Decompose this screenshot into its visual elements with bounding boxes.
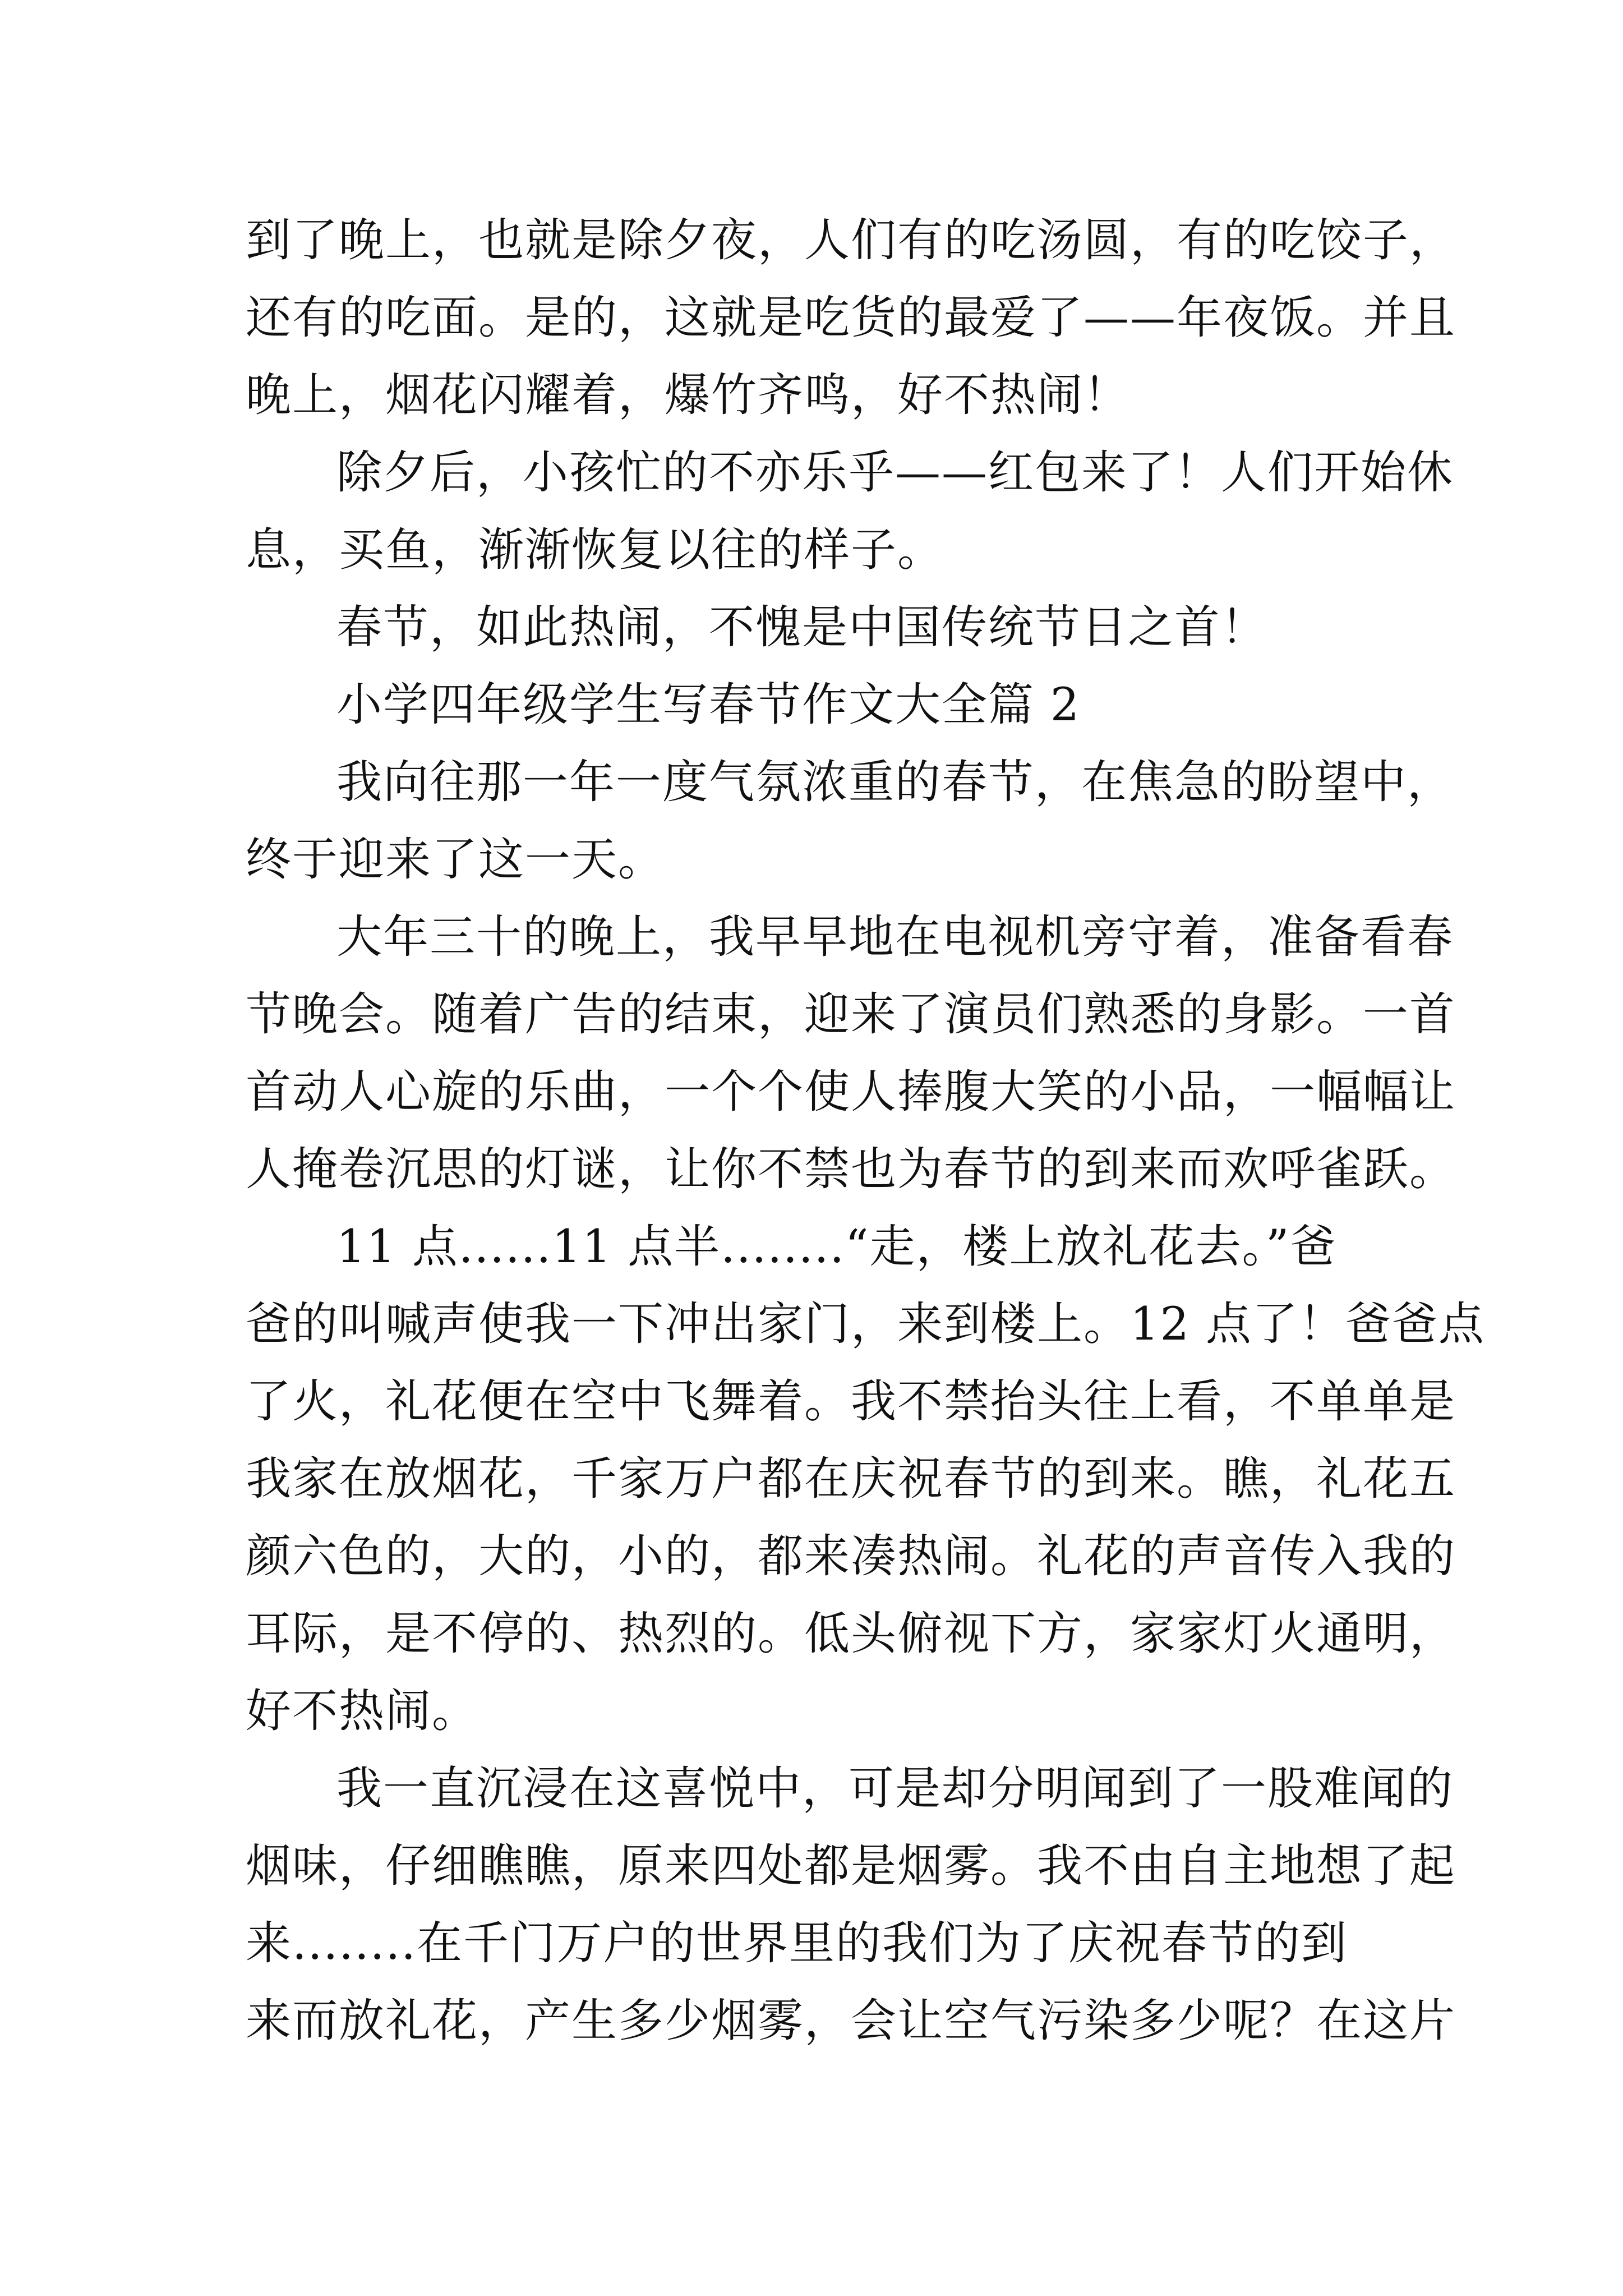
- paragraph-first-line: 11 点......11 点半........“走，楼上放礼花去。”爸: [336, 1221, 1337, 1273]
- text-line: 颜六色的，大的，小的，都来凑热闹。礼花的声音传入我的: [246, 1530, 1456, 1583]
- text-line: 还有的吃面。是的，这就是吃货的最爱了——年夜饭。并且: [246, 292, 1456, 344]
- paragraph-first-line: 春节，如此热闹，不愧是中国传统节日之首！: [336, 601, 1268, 654]
- text-line: 了火，礼花便在空中飞舞着。我不禁抬头往上看，不单单是: [246, 1375, 1456, 1428]
- text-line: 首动人心旋的乐曲，一个个使人捧腹大笑的小品，一幅幅让: [246, 1066, 1456, 1119]
- text-line: 来而放礼花，产生多少烟雾，会让空气污染多少呢？在这片: [246, 1995, 1456, 2047]
- text-line: 好不热闹。: [246, 1685, 479, 1738]
- text-line: 烟味，仔细瞧瞧，原来四处都是烟雾。我不由自主地想了起: [246, 1840, 1456, 1893]
- text-line: 到了晚上，也就是除夕夜，人们有的吃汤圆，有的吃饺子，: [246, 214, 1456, 267]
- text-line: 终于迎来了这一天。: [246, 834, 665, 886]
- text-line: 耳际，是不停的、热烈的。低头俯视下方，家家灯火通明，: [246, 1608, 1456, 1660]
- text-line: 人掩卷沉思的灯谜，让你不禁也为春节的到来而欢呼雀跃。: [246, 1143, 1456, 1196]
- paragraph-first-line: 除夕后，小孩忙的不亦乐乎——红包来了！人们开始休: [336, 447, 1454, 499]
- text-line: 我家在放烟花，千家万户都在庆祝春节的到来。瞧，礼花五: [246, 1453, 1456, 1506]
- text-line: 节晚会。随着广告的结束，迎来了演员们熟悉的身影。一首: [246, 988, 1456, 1041]
- text-line: 爸的叫喊声使我一下冲出家门，来到楼上。12 点了！爸爸点: [246, 1298, 1485, 1351]
- text-line: 息，买鱼，渐渐恢复以往的样子。: [246, 524, 944, 577]
- paragraph-first-line: 我向往那一年一度气氛浓重的春节，在焦急的盼望中，: [336, 756, 1454, 809]
- text-line: 晚上，烟花闪耀着，爆竹齐鸣，好不热闹！: [246, 369, 1131, 422]
- paragraph-first-line: 我一直沉浸在这喜悦中，可是却分明闻到了一股难闻的: [336, 1763, 1454, 1815]
- section-heading: 小学四年级学生写春节作文大全篇 2: [336, 679, 1081, 731]
- essay-body: [246, 202, 1485, 2060]
- paragraph-first-line: 大年三十的晚上，我早早地在电视机旁守着，准备看春: [336, 911, 1454, 964]
- text-line: 来........在千门万户的世界里的我们为了庆祝春节的到: [246, 1917, 1348, 1970]
